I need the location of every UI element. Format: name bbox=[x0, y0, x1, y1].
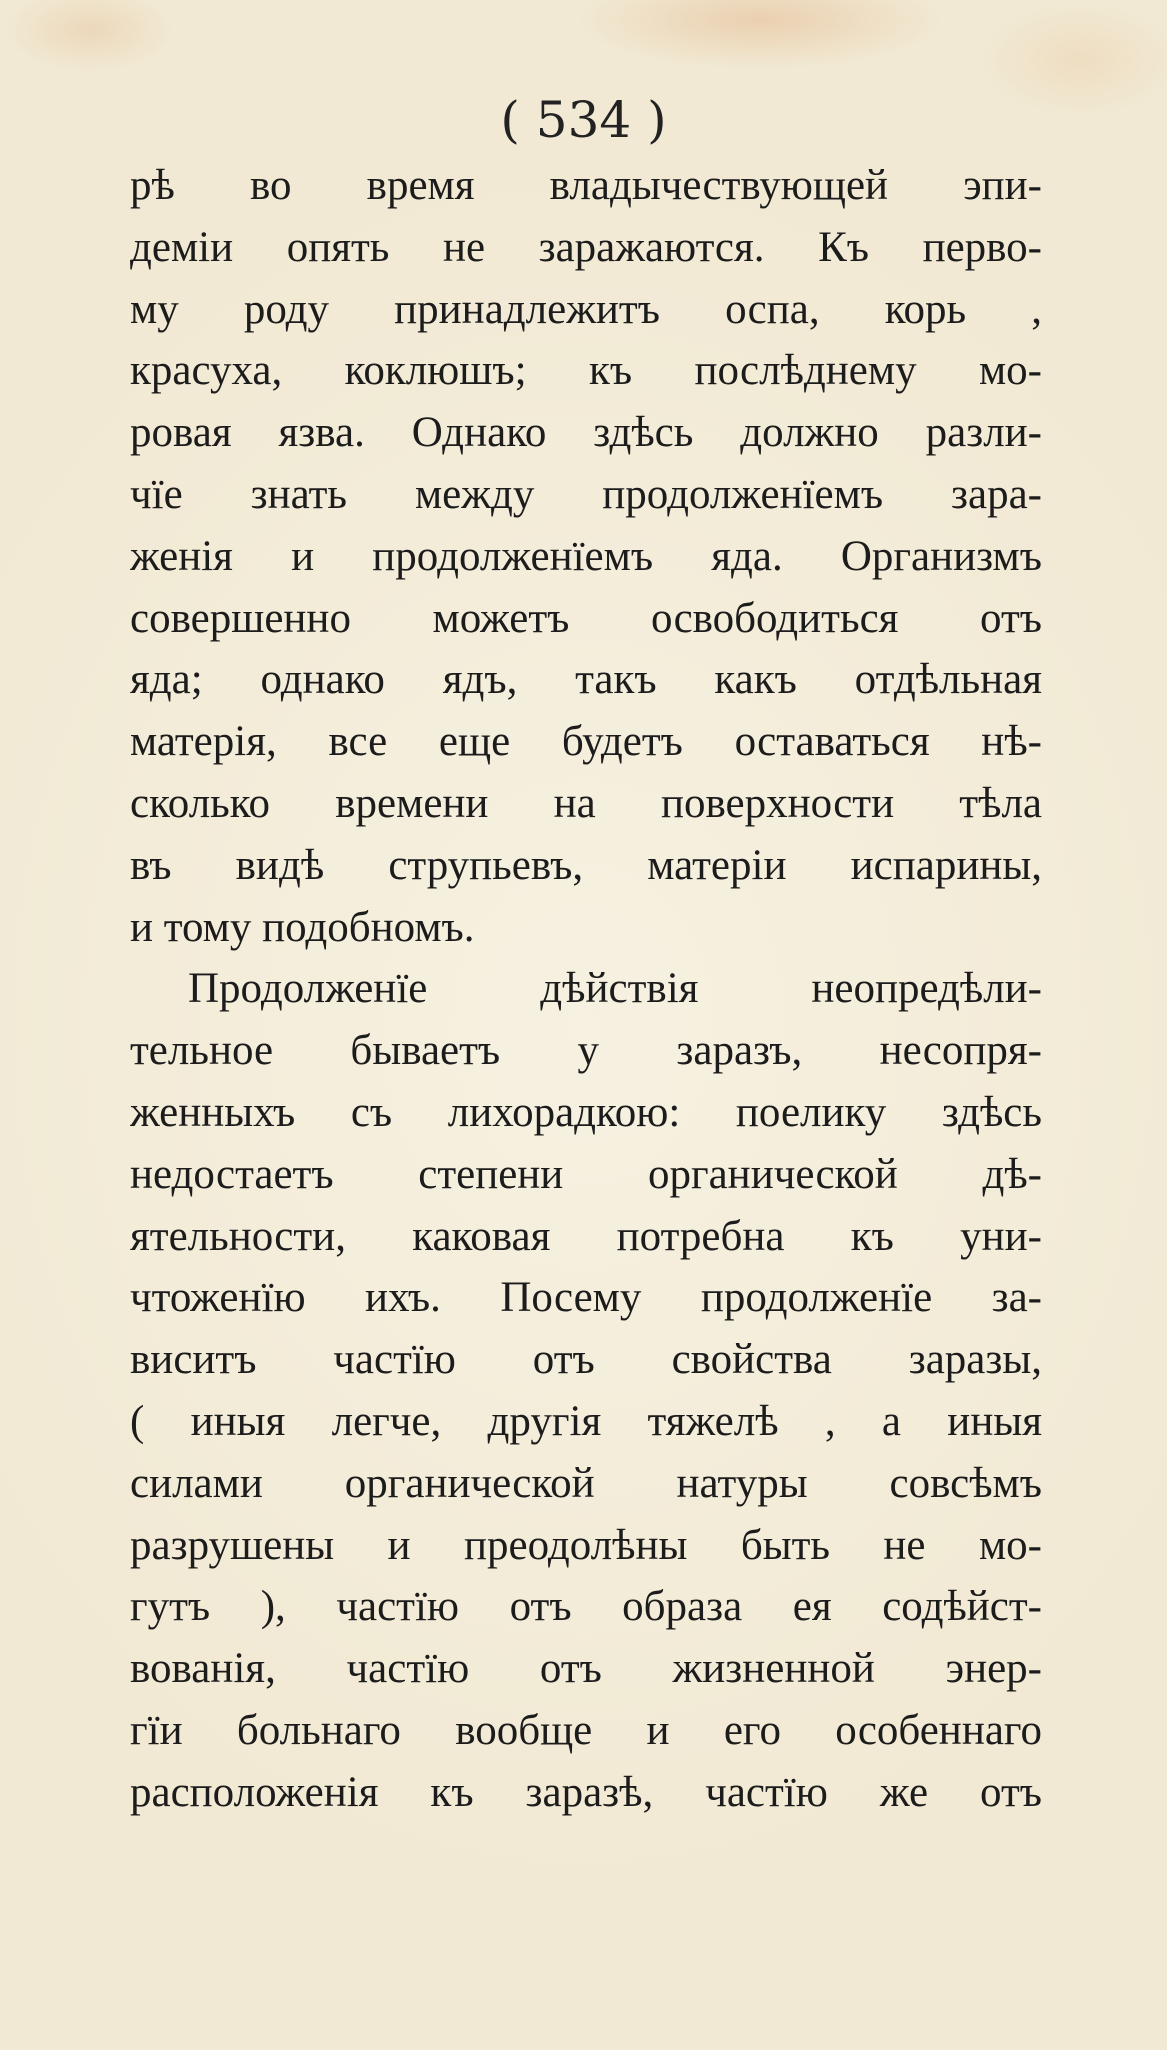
text-line: недостаетъ степени органической дѣ- bbox=[130, 1150, 1042, 1198]
text-line: деміи опять не заражаются. Къ перво- bbox=[130, 223, 1042, 271]
text-line: му роду принадлежитъ оспа, корь , bbox=[130, 285, 1042, 333]
text-line: ( иныя легче, другія тяжелѣ , а иныя bbox=[130, 1397, 1042, 1445]
paragraph-1 bbox=[130, 155, 1042, 958]
text-line: яда; однако ядъ, такъ какъ отдѣльная bbox=[130, 656, 1042, 704]
text-line: рѣ во время владычествующей эпи- bbox=[130, 162, 1042, 209]
text-line: въ видѣ струпьевъ, матеріи испарины, bbox=[130, 841, 1042, 889]
text-line: расположенія къ заразѣ, частїю же отъ bbox=[130, 1768, 1042, 1816]
text-line: тельное бываетъ у заразъ, несопря- bbox=[130, 1027, 1042, 1075]
text-line: и тому подобномъ. bbox=[130, 903, 475, 951]
text-line: женія и продолженїемъ яда. Организмъ bbox=[130, 532, 1042, 580]
text-line: ятельности, каковая потребна къ уни- bbox=[130, 1212, 1042, 1260]
text-line: женныхъ съ лихорадкою: поелику здѣсь bbox=[130, 1088, 1042, 1136]
text-line: чїе знать между продолженїемъ зара- bbox=[130, 470, 1042, 518]
text-line: вованія, частїю отъ жизненной энер- bbox=[130, 1645, 1042, 1693]
text-line: силами органической натуры совсѣмъ bbox=[130, 1459, 1042, 1507]
text-line: гутъ ), частїю отъ образа ея содѣйст- bbox=[130, 1583, 1042, 1631]
paragraph-2 bbox=[130, 958, 1042, 1823]
page-number: ( 534 ) bbox=[500, 91, 667, 149]
text-line: ровая язва. Однако здѣсь должно разли- bbox=[130, 409, 1042, 457]
text-line: красуха, коклюшъ; къ послѣднему мо- bbox=[130, 347, 1042, 395]
text-line: совершенно можетъ освободиться отъ bbox=[130, 594, 1042, 642]
text-line: матерія, все еще будетъ оставаться нѣ- bbox=[130, 718, 1042, 766]
body-text bbox=[130, 155, 1042, 1824]
text-line: Продолженїе дѣйствія неопредѣли- bbox=[188, 965, 1042, 1013]
text-line: виситъ частїю отъ свойства заразы, bbox=[130, 1336, 1042, 1384]
text-line: сколько времени на поверхности тѣла bbox=[130, 779, 1042, 827]
text-line: разрушены и преодолѣны быть не мо- bbox=[130, 1521, 1042, 1569]
text-line: чтоженїю ихъ. Посему продолженїе за- bbox=[130, 1274, 1042, 1322]
text-line: гїи больнаго вообще и его особеннаго bbox=[130, 1706, 1042, 1754]
